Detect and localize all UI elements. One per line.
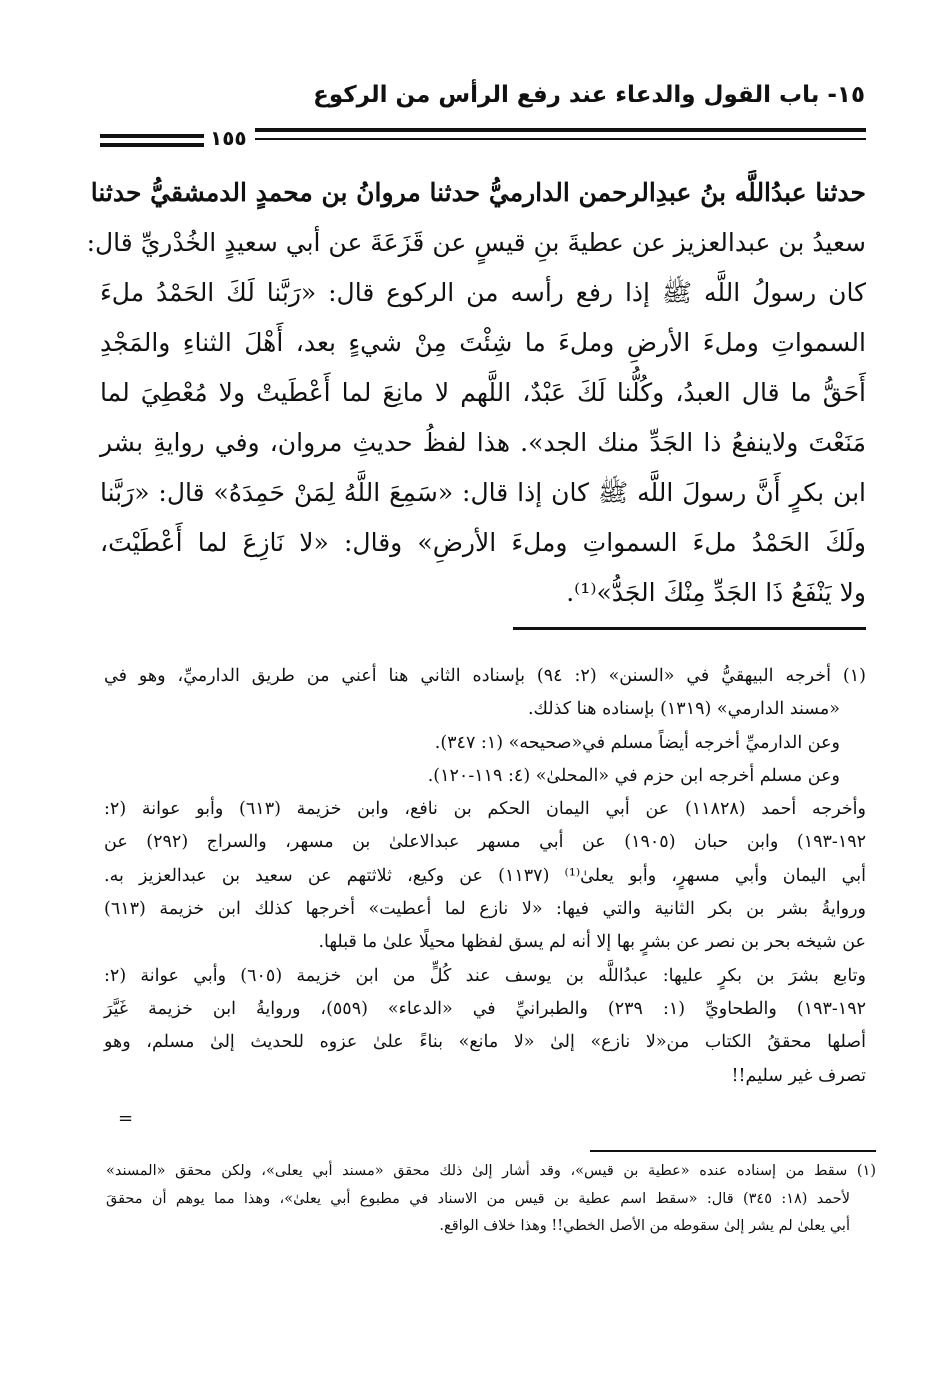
footnotes (104, 660, 866, 1093)
text-line: ابن بكرٍ أَنَّ رسولَ اللَّه ﷺ كان إذا قال: «سَمِعَ اللَّهُ لِمَنْ حَمِدَهُ» قال: «رَبَّنا (100, 478, 866, 507)
header-rule-left-top (100, 134, 204, 138)
text-line: ولا يَنْفَعُ ذَا الجَدِّ مِنْكَ الجَدُّ»⁽¹⁾. (566, 578, 866, 607)
footnote-line: أصلها محققُ الكتاب من«لا نازع» إلىٰ «لا مانع» بناءً علىٰ عزوه للحديث إلىٰ مسلم، وهو (104, 1032, 866, 1053)
page-number: ١٥٥ (210, 126, 247, 150)
text-line: ولَكَ الحَمْدُ ملءَ السمواتِ وملءَ الأرضِ» وقال: «لا نَازِعَ لما أَعْطَيْتَ، (100, 528, 866, 557)
header-rule-left-bottom (100, 143, 204, 147)
footnote-line: وأخرجه أحمد (١١٨٢٨) عن أبي اليمان الحكم بن نافع، وابن خزيمة (٦١٣) وأبو عوانة (٢: (104, 799, 866, 820)
sub-footnote-line: لأحمد (١٨: ٣٤٥) قال: «سقط اسم عطية بن قيس من الاسناد في مطبوع أبي يعلىٰ»، وهذا مما يوهم أن محققَ (106, 1190, 851, 1207)
footnote-separator (513, 627, 866, 630)
footnote-line: وعن الدارميِّ أخرجه أيضاً مسلم في«صحيحه» (١: ٣٤٧). (434, 732, 840, 753)
main-text (86, 168, 866, 618)
text-line: السمواتِ وملءَ الأرضِ وملءَ ما شِئْتَ مِنْ شيءٍ بعد، أَهْلَ الثناءِ والمَجْدِ (100, 328, 866, 357)
text-line: أَحَقُّ ما قال العبدُ، وكُلُّنا لَكَ عَبْدٌ، اللَّهم لا مانِعَ لما أَعْطَيتْ ولا مُعْطِيَ لما (100, 378, 866, 407)
footnote-line: وروايةُ بشر بن بكر الثانية والتي فيها: «لا نازع لما أعطيت» أخرجها كذلك ابن خزيمة (٦١٣) (104, 899, 866, 920)
chapter-title: ١٥- باب القول والدعاء عند رفع الرأس من الركوع (313, 82, 865, 108)
footnote-line: وعن مسلم أخرجه ابن حزم في «المحلىٰ» (٤: ١١٩-١٢٠). (427, 765, 840, 786)
text-line: سعيدُ بن عبدالعزيز عن عطيةَ بنِ قيسٍ عن قَزَعَةَ عن أبي سعيدٍ الخُدْريِّ قال: (86, 228, 866, 257)
footnote-line: (١) أخرجه البيهقيُّ في «السنن» (٢: ٩٤) بإسناده الثاني هنا أعني من طريق الدارميِّ، وهو في (104, 666, 866, 686)
header-rule-right-top (255, 128, 866, 132)
continuation-mark: = (118, 1108, 134, 1129)
sub-footnote-line: (١) سقط من إسناده عنده «عطية بن قيس»، وقد أشار إلىٰ ذلك محقق «مسند أبي يعلى»، ولكن محقق «المسند» (106, 1163, 876, 1179)
footnote-line: تصرف غير سليم!! (731, 1065, 866, 1086)
footnote-line: ١٩٢-١٩٣) والطحاويِّ (١: ٢٣٩) والطبرانيِّ في «الدعاء» (٥٥٩)، وروايةُ ابن خزيمة غَيَّرَ (104, 998, 866, 1019)
footnote-line: «مسند الدارمي» (١٣١٩) بإسناده هنا كذلك. (527, 699, 840, 720)
footnote-line: ١٩٢-١٩٣) وابن حبان (١٩٠٥) عن أبي مسهر عبدالاعلىٰ بن مسهر، والسراج (٢٩٢) عن (104, 832, 867, 853)
text-line: حدثنا عبدُاللَّه بنُ عبدِالرحمن الدارميُّ حدثنا مروانُ بن محمدٍ الدمشقيُّ حدثنا (90, 178, 866, 207)
footnote-line: أبي اليمان وأبي مسهرٍ، وأبو يعلىٰ⁽¹⁾ (١١٣٧) عن وكيع، ثلاثتهم عن سعيد بن عبدالعزيز به. (104, 865, 866, 886)
sub-footnote-separator (590, 1150, 876, 1152)
text-line: كان رسولُ اللَّه ﷺ إذا رفع رأسه من الركوع قال: «رَبَّنا لَكَ الحَمْدُ ملءَ (100, 278, 866, 307)
header-rule-right-bottom (255, 138, 866, 140)
sub-footnote-line: أبي يعلىٰ لم يشر إلىٰ سقوطه من الأصل الخطي!! وهذا خلاف الواقع. (439, 1218, 850, 1234)
text-line: مَنَعْتَ ولاينفعُ ذا الجَدِّ منك الجد». هذا لفظُ حديثِ مروان، وفي روايةِ بشر (100, 428, 866, 457)
sub-footnotes (106, 1158, 876, 1241)
footnote-line: وتابع بشرَ بن بكرٍ عليها: عبدُاللَّه بن يوسف عند كُلٍّ من ابن خزيمة (٦٠٥) وأبي عوانة (٢: (104, 965, 866, 986)
footnote-line: عن شيخه بحر بن نصر عن بشرٍ بها إلا أنه لم يسق لفظها محيلًا علىٰ ما قبلها. (318, 932, 866, 953)
